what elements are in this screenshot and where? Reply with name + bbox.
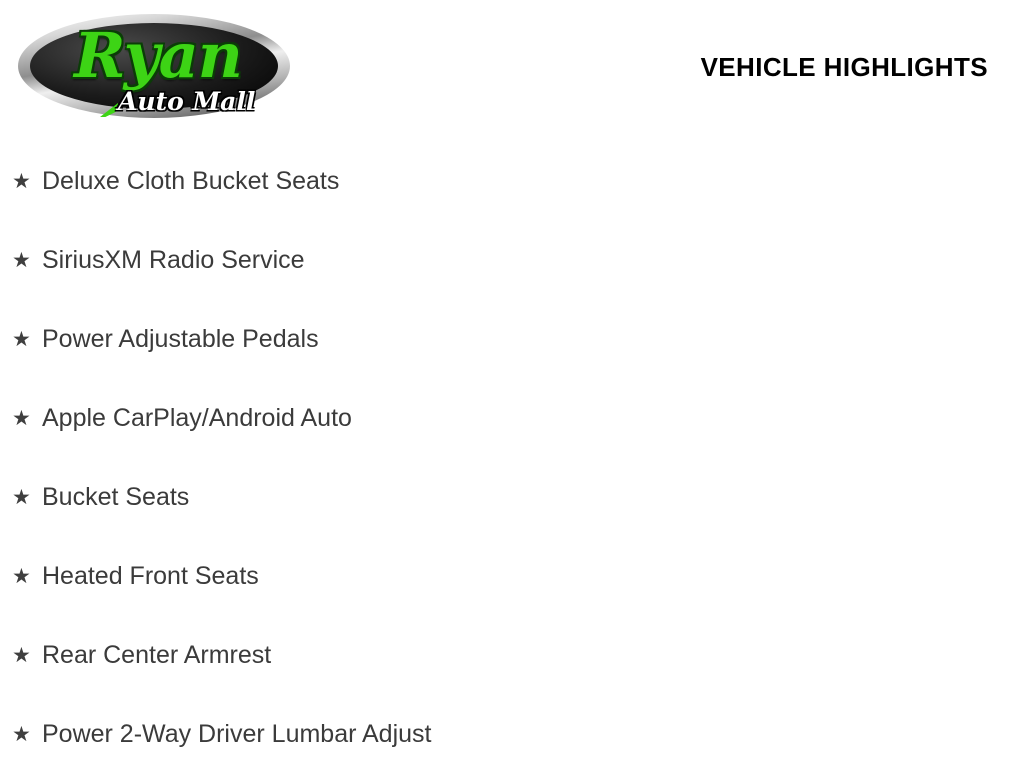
- star-icon: ★: [12, 328, 31, 351]
- page-header: [0, 0, 1024, 132]
- list-item: [0, 142, 1024, 221]
- list-item-label: Power 2-Way Driver Lumbar Adjust: [42, 720, 432, 748]
- list-item-label: Power Adjustable Pedals: [42, 325, 319, 353]
- dealer-logo: [18, 8, 290, 126]
- logo-brand-text: Ryan: [74, 19, 242, 92]
- star-icon: ★: [12, 565, 31, 588]
- list-item: [0, 616, 1024, 695]
- list-item: [0, 221, 1024, 300]
- star-icon: ★: [12, 407, 31, 430]
- list-item: [0, 458, 1024, 537]
- star-icon: ★: [12, 723, 31, 746]
- list-item: [0, 300, 1024, 379]
- list-item-label: Apple CarPlay/Android Auto: [42, 404, 352, 432]
- vehicle-highlights-list: [0, 142, 1024, 774]
- list-item-label: Heated Front Seats: [42, 562, 259, 590]
- list-item-label: Rear Center Armrest: [42, 641, 272, 669]
- list-item-label: SiriusXM Radio Service: [42, 246, 305, 274]
- star-icon: ★: [12, 644, 31, 667]
- list-item: [0, 379, 1024, 458]
- list-item: [0, 537, 1024, 616]
- list-item-label: Deluxe Cloth Bucket Seats: [42, 167, 340, 195]
- logo-sub-text: Auto Mall: [118, 87, 256, 116]
- star-icon: ★: [12, 170, 31, 193]
- page-title: VEHICLE HIGHLIGHTS: [700, 52, 988, 82]
- star-icon: ★: [12, 486, 31, 509]
- list-item: [0, 695, 1024, 774]
- list-item-label: Bucket Seats: [42, 483, 190, 511]
- star-icon: ★: [12, 249, 31, 272]
